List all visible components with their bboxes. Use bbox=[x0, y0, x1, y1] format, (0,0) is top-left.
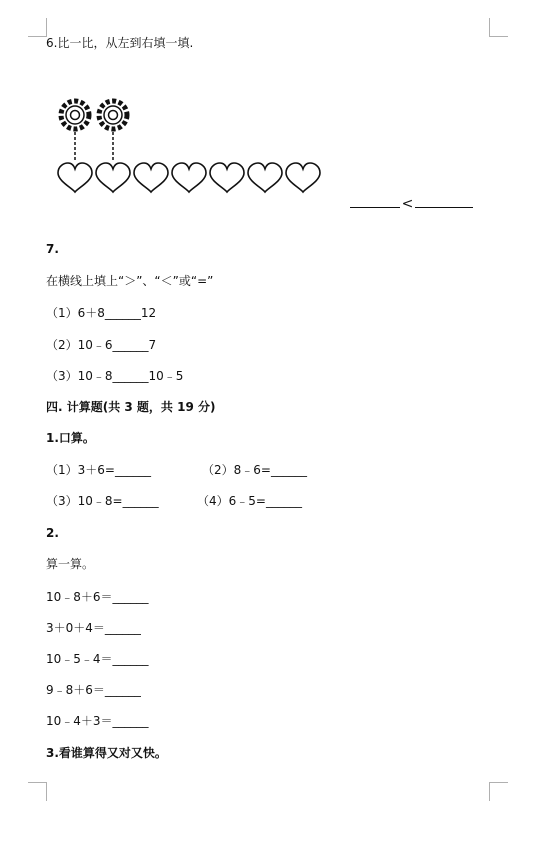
flower-icon bbox=[61, 101, 89, 129]
flowers-hearts-figure bbox=[52, 92, 332, 202]
heart-icon bbox=[134, 163, 168, 192]
section-4-q2-instruction: 算一算。 bbox=[46, 557, 95, 571]
oral-calc-2: （2）8﹣6=______ bbox=[202, 463, 307, 477]
corner-mark-bottom-right bbox=[489, 782, 508, 801]
oral-calc-1: （1）3＋6=______ bbox=[46, 463, 151, 477]
question-7-instruction: 在横线上填上“＞”、“＜”或“=” bbox=[46, 274, 214, 288]
question-7-item-2: （2）10﹣6______7 bbox=[46, 338, 157, 352]
calc-item-1: 10﹣8＋6＝______ bbox=[46, 590, 149, 604]
section-4-q2-number: 2. bbox=[46, 526, 59, 540]
calc-item-4: 9﹣8＋6＝______ bbox=[46, 683, 141, 697]
less-than-sign: < bbox=[401, 196, 414, 212]
question-6-title: 6.比一比，从左到右填一填. bbox=[46, 36, 194, 50]
question-7-number: 7. bbox=[46, 242, 59, 256]
question-7-item-3: （3）10﹣8______10﹣5 bbox=[46, 369, 184, 383]
corner-mark-top-right bbox=[489, 18, 508, 37]
flower-icon bbox=[99, 101, 127, 129]
heart-icon bbox=[58, 163, 92, 192]
calc-item-5: 10﹣4＋3＝______ bbox=[46, 714, 149, 728]
corner-mark-bottom-left bbox=[28, 782, 47, 801]
section-4-q1-title: 1.口算。 bbox=[46, 431, 95, 445]
corner-mark-top-left bbox=[28, 18, 47, 37]
heart-icon bbox=[286, 163, 320, 192]
question-7-item-1: （1）6＋8______12 bbox=[46, 306, 157, 320]
heart-icon bbox=[248, 163, 282, 192]
heart-icon bbox=[210, 163, 244, 192]
oral-calc-4: （4）6﹣5=______ bbox=[197, 494, 302, 508]
compare-answer-line bbox=[342, 181, 473, 212]
calc-item-3: 10﹣5﹣4＝______ bbox=[46, 652, 149, 666]
heart-icon bbox=[96, 163, 130, 192]
blank-left[interactable] bbox=[350, 195, 400, 208]
calc-item-2: 3＋0＋4＝______ bbox=[46, 621, 141, 635]
blank-right[interactable] bbox=[415, 195, 473, 208]
section-4-heading: 四. 计算题(共 3 题，共 19 分) bbox=[46, 400, 216, 414]
section-4-q3-title: 3.看谁算得又对又快。 bbox=[46, 746, 167, 760]
heart-icon bbox=[172, 163, 206, 192]
oral-calc-3: （3）10﹣8=______ bbox=[46, 494, 159, 508]
